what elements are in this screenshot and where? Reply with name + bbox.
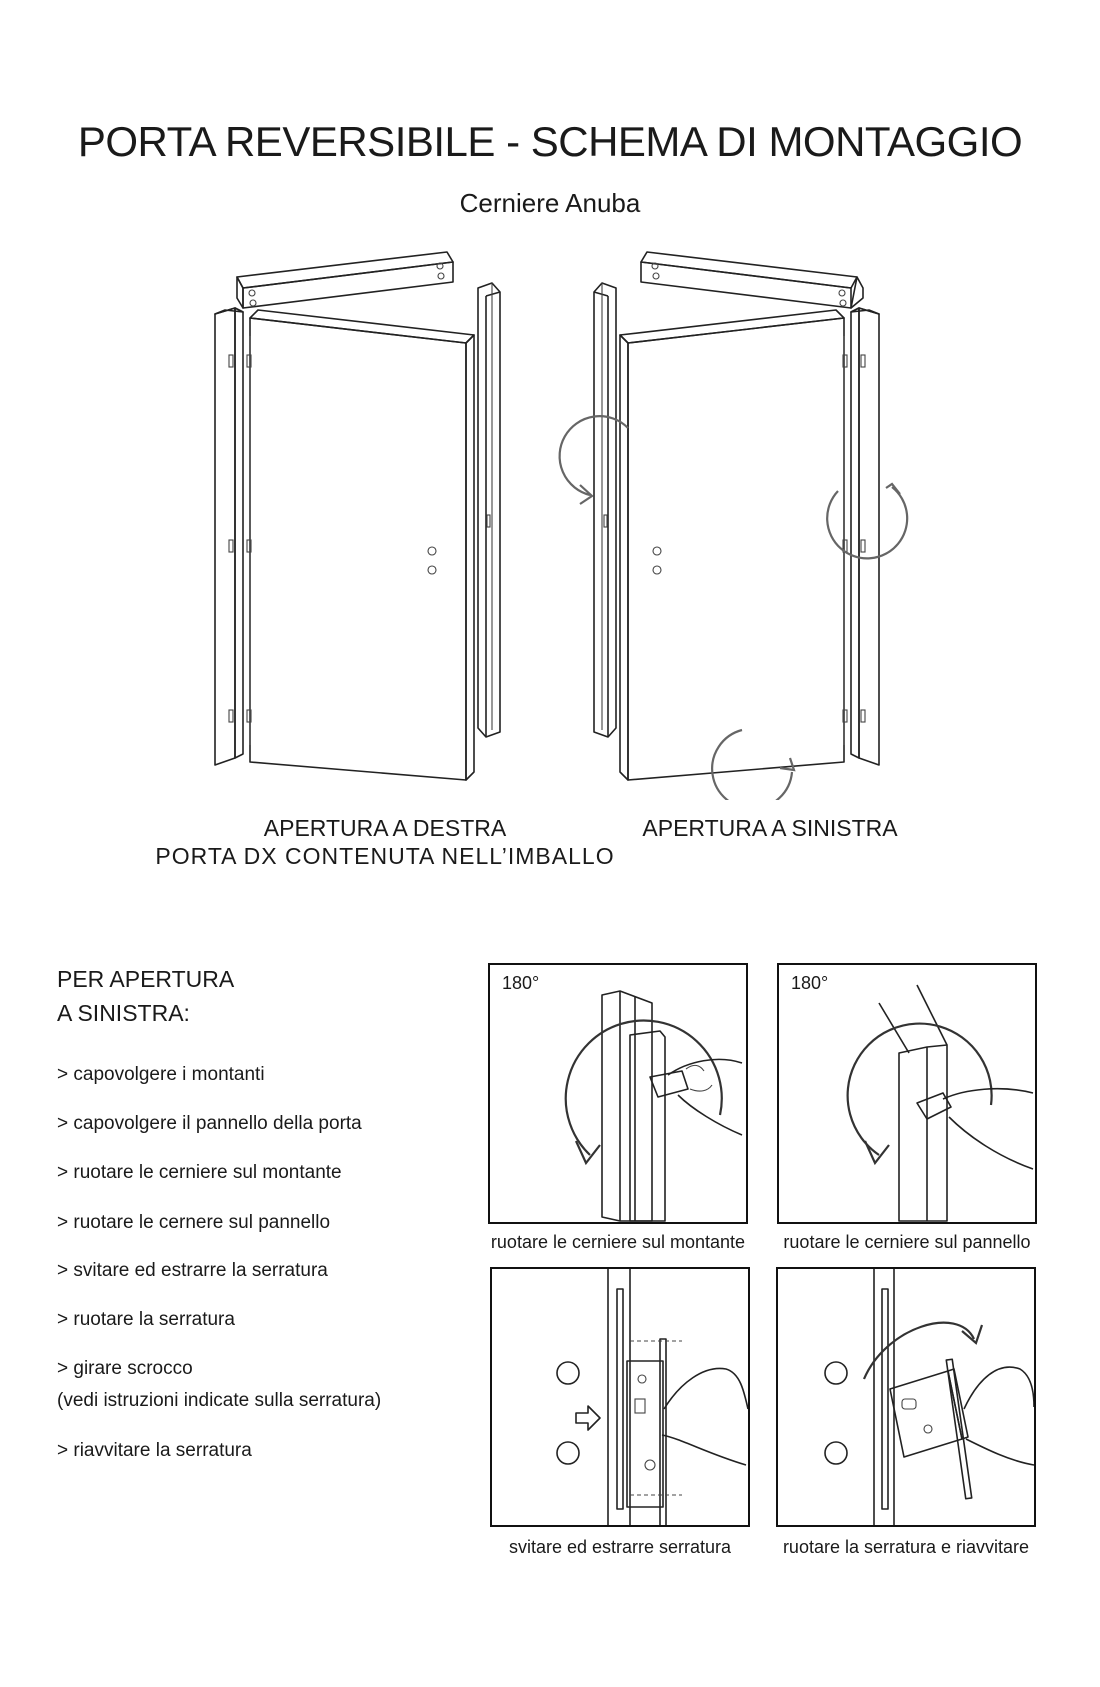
right-opening-door-group [215,252,500,780]
lock-jamb-right [594,283,616,737]
page-subtitle: Cerniere Anuba [459,188,641,218]
step-item: > girare scrocco [57,1358,193,1379]
panel-extract-lock [490,1267,750,1527]
door-hinge-rotation-illustration [779,965,1035,1222]
steps-heading-line1: PER APERTURA [57,966,235,992]
step-item: > ruotare le cernere sul pannello [57,1212,331,1233]
door-assembly-diagram [0,240,1100,800]
step-item: > ruotare le cerniere sul montante [57,1162,342,1183]
steps-heading-line2: A SINISTRA: [57,1000,190,1026]
door-panel-left [247,310,474,780]
panel-caption: ruotare le cerniere sul montante [490,1232,746,1252]
hinge-rotation-illustration [490,965,746,1222]
panel-degree-label: 180° [502,973,540,993]
step-item: > ruotare la serratura [57,1309,235,1330]
panel-degree-label: 180° [791,973,829,993]
rotate-hinge-arrow-icon [827,484,907,558]
steps-heading [57,962,234,1030]
hinge-jamb-left [215,308,243,765]
right-opening-caption: APERTURA A DESTRA [263,815,507,841]
step-item-note: (vedi istruzioni indicate sulla serratura) [57,1390,382,1411]
flip-door-arrow-icon [712,730,794,800]
step-item: > svitare ed estrarre la serratura [57,1260,328,1281]
door-panel-right [620,310,847,780]
step-item: > capovolgere il pannello della porta [57,1113,362,1134]
page-title: PORTA REVERSIBILE - SCHEMA DI MONTAGGIO [77,118,1023,165]
left-opening-door-group [560,252,908,800]
step-item: > capovolgere i montanti [57,1064,265,1085]
top-frame-beam-left [237,252,453,308]
panel-hinge-door [777,963,1037,1224]
hinge-jamb-right [851,308,879,765]
panel-rotate-lock [776,1267,1036,1527]
top-frame-beam-right [641,252,863,308]
lock-rotation-illustration [778,1269,1034,1525]
lock-jamb-left [478,283,500,737]
lock-extraction-illustration [492,1269,748,1525]
panel-hinge-jamb [488,963,748,1224]
panel-caption: ruotare le cerniere sul pannello [783,1232,1031,1252]
panel-caption: svitare ed estrarre serratura [508,1537,732,1557]
step-item: > riavvitare la serratura [57,1440,252,1461]
right-package-caption: PORTA DX CONTENUTA NELL’IMBALLO [155,843,615,869]
panel-caption: ruotare la serratura e riavvitare [782,1537,1030,1557]
left-opening-caption: APERTURA A SINISTRA [642,815,898,841]
